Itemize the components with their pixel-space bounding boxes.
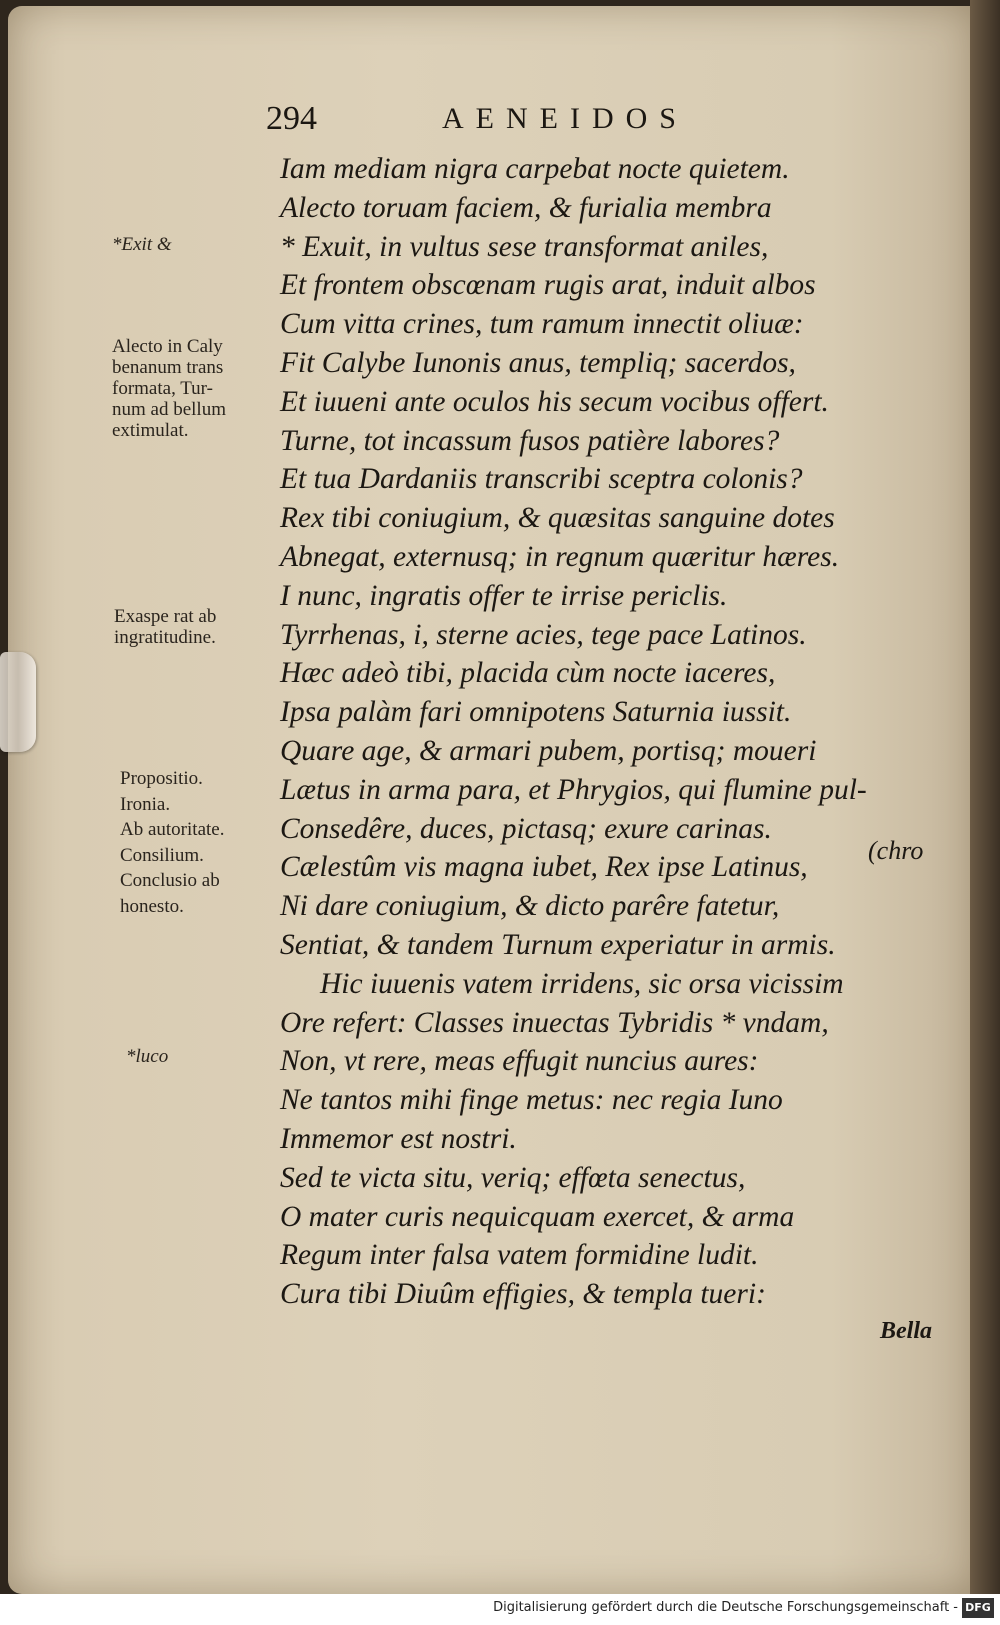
verse-line: Iam mediam nigra carpebat nocte quietem. — [280, 153, 790, 185]
verse-line: Ipsa palàm fari omnipotens Saturnia iussit. — [280, 696, 792, 729]
digitization-footer — [0, 1594, 1000, 1625]
page-header — [266, 100, 786, 146]
note-line: Ironia. — [120, 793, 171, 815]
book-edge — [970, 0, 1000, 1594]
verse-line: Alecto toruam faciem, & furialia membra — [280, 191, 772, 224]
verse-line: Cura tibi Diuûm effigies, & templa tueri: — [280, 1278, 766, 1311]
verse-line: Lætus in arma para, et Phrygios, qui flumine pul- — [280, 773, 867, 806]
verse-line: Quare age, & armari pubem, portisq; moueri — [280, 734, 817, 767]
note-line: ingratitudine. — [114, 627, 216, 648]
verse-line: Et tua Dardaniis transcribi sceptra colonis? — [280, 463, 803, 496]
note-line: Alecto in Caly — [112, 336, 223, 357]
verse-line: Ni dare coniugium, & dicto parêre fatetur, — [280, 890, 780, 923]
verse-line: Sentiat, & tandem Turnum experiatur in armis. — [280, 928, 836, 961]
note-line: Consilium. — [120, 844, 204, 866]
verse-line: Non, vt rere, meas effugit nuncius aures: — [280, 1045, 759, 1078]
verse-line: Abnegat, externusq; in regnum quæritur hæres. — [280, 540, 840, 573]
note-line: Conclusio ab — [120, 870, 220, 891]
verse-line: I nunc, ingratis offer te irrise periclis. — [280, 579, 728, 612]
verse-line: Ne tantos mihi finge metus: nec regia Iuno — [280, 1084, 783, 1117]
margin-note-exasperat — [114, 606, 216, 648]
margin-note-exit — [112, 234, 172, 255]
note-line: *luco — [126, 1046, 169, 1067]
footer-credit: Digitalisierung gefördert durch die Deutsche Forschungsgemeinschaft - — [493, 1600, 958, 1615]
note-line: *Exit & — [112, 234, 172, 255]
verse-line: Rex tibi coniugium, & quæsitas sanguine dotes — [280, 502, 835, 535]
verse-line: Immemor est nostri. — [280, 1122, 517, 1155]
note-line: benanum trans — [112, 357, 224, 378]
verse-line: Cælestûm vis magna iubet, Rex ipse Latinus, — [280, 851, 808, 884]
page-clip — [0, 652, 36, 752]
note-line: Ab autoritate. — [120, 819, 225, 840]
margin-note-luco — [126, 1046, 168, 1067]
verse-line: Sed te victa situ, veriq; effœta senectus, — [280, 1161, 746, 1194]
note-line: honesto. — [120, 895, 184, 917]
note-line: formata, Tur- — [112, 378, 213, 399]
verse-line: Cum vitta crines, tum ramum innectit oliuæ: — [280, 308, 804, 341]
verse-line: O mater curis nequicquam exercet, & arma — [280, 1200, 795, 1233]
verse-line: Tyrrhenas, i, sterne acies, tege pace Latinos. — [280, 618, 807, 651]
margin-note-rhetoric — [120, 766, 224, 919]
running-title: AENEIDOS — [442, 102, 688, 135]
note-line: num ad bellum — [112, 399, 226, 420]
verse-line: Hæc adeò tibi, placida cùm nocte iaceres, — [280, 657, 776, 690]
verse-line: * Exuit, in vultus sese transformat aniles, — [280, 230, 769, 263]
verse-block — [280, 150, 940, 1314]
verse-line: Ore refert: Classes inuectas Tybridis * vndam, — [280, 1006, 829, 1039]
verse-line: Fit Calybe Iunonis anus, templiq; sacerdos, — [280, 346, 796, 379]
verse-line: Et frontem obscœnam rugis arat, induit albos — [280, 269, 816, 302]
dfg-logo: DFG — [962, 1598, 994, 1618]
note-line: Exaspe rat ab — [114, 606, 217, 627]
verse-line: Turne, tot incassum fusos patière labores? — [280, 424, 780, 457]
verse-line: Consedêre, duces, pictasq; exure carinas. — [280, 812, 772, 845]
turnover-word: (chro — [868, 836, 924, 865]
verse-line: Regum inter falsa vatem formidine ludit. — [280, 1239, 759, 1272]
note-line: Propositio. — [120, 768, 203, 789]
page-number: 294 — [266, 100, 317, 137]
verse-line: Et iuueni ante oculos his secum vocibus offert. — [280, 385, 829, 418]
catchword: Bella — [880, 1318, 932, 1344]
note-line: extimulat. — [112, 420, 189, 441]
margin-note-alecto — [112, 336, 226, 441]
verse-line: Hic iuuenis vatem irridens, sic orsa vicissim — [320, 967, 844, 1000]
